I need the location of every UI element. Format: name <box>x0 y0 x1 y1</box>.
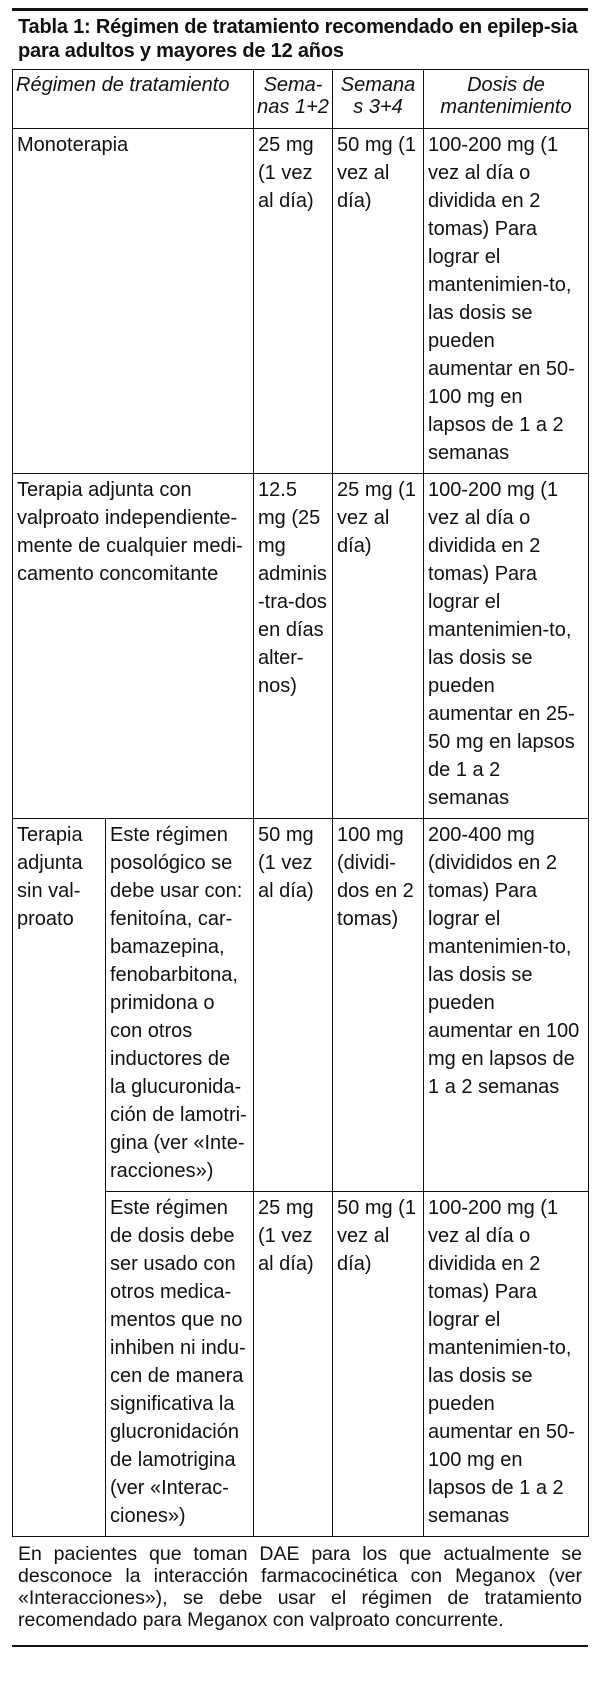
top-rule <box>12 8 588 11</box>
footnote: En pacientes que toman DAE para los que actualmente se desconoce la interacción farmacocinética con Meganox (ver «Interacciones»), se debe usar el régimen de tratamiento recomendado para Meganox con valproato concurrente. <box>12 1537 588 1647</box>
regimen-table <box>12 69 589 1537</box>
weeks-3-4-cell: 25 mg (1 vez al día) <box>333 474 424 819</box>
weeks-3-4-cell: 50 mg (1 vez al día) <box>333 1192 424 1537</box>
regimen-cell: Terapia adjunta con valproato independiente-mente de cualquier medi-camento concomitante <box>13 474 254 819</box>
subregimen-cell: Este régimen posológico se debe usar con: fenitoína, car-bamazepina, fenobarbitona, primidona o con otros inductores de la glucuronida-ción de lamotri-gina (ver «Inte-racciones») <box>106 819 254 1192</box>
table-row <box>13 474 589 819</box>
header-weeks-3-4: Semanas 3+4 <box>333 70 424 129</box>
maintenance-cell: 100-200 mg (1 vez al día o dividida en 2 tomas) Para lograr el mantenimien-to, las dosis se pueden aumentar en 50-100 mg en lapsos de 1 a 2 semanas <box>424 129 589 474</box>
maintenance-cell: 100-200 mg (1 vez al día o dividida en 2 tomas) Para lograr el mantenimien-to, las dosis se pueden aumentar en 50-100 mg en lapsos de 1 a 2 semanas <box>424 1192 589 1537</box>
weeks-1-2-cell: 25 mg (1 vez al día) <box>254 1192 333 1537</box>
table-title: Tabla 1: Régimen de tratamiento recomendado en epilep-sia para adultos y mayores de 12 años <box>18 16 578 62</box>
header-row <box>13 70 589 129</box>
table-row <box>13 129 589 474</box>
header-weeks-1-2: Sema-nas 1+2 <box>254 70 333 129</box>
maintenance-cell: 200-400 mg (divididos en 2 tomas) Para lograr el mantenimien-to, las dosis se pueden aumentar en 100 mg en lapsos de 1 a 2 semanas <box>424 819 589 1192</box>
weeks-3-4-cell: 100 mg (dividi-dos en 2 tomas) <box>333 819 424 1192</box>
weeks-1-2-cell: 50 mg (1 vez al día) <box>254 819 333 1192</box>
header-maintenance: Dosis de mantenimiento <box>424 70 589 129</box>
header-regimen: Régimen de tratamiento <box>13 70 254 129</box>
document <box>12 8 588 1647</box>
weeks-1-2-cell: 25 mg (1 vez al día) <box>254 129 333 474</box>
weeks-3-4-cell: 50 mg (1 vez al día) <box>333 129 424 474</box>
regimen-cell: Monoterapia <box>13 129 254 474</box>
regimen-cell: Terapia adjunta sin val-proato <box>13 819 106 1537</box>
weeks-1-2-cell: 12.5 mg (25 mg adminis-tra-dos en días alter-nos) <box>254 474 333 819</box>
maintenance-cell: 100-200 mg (1 vez al día o dividida en 2 tomas) Para lograr el mantenimien-to, las dosis se pueden aumentar en 25-50 mg en lapsos de 1 a 2 semanas <box>424 474 589 819</box>
subregimen-cell: Este régimen de dosis debe ser usado con otros medica-mentos que no inhiben ni indu-cen de manera significativa la glucronidación de lamotrigina (ver «Interac-ciones») <box>106 1192 254 1537</box>
table-row <box>13 819 589 1192</box>
